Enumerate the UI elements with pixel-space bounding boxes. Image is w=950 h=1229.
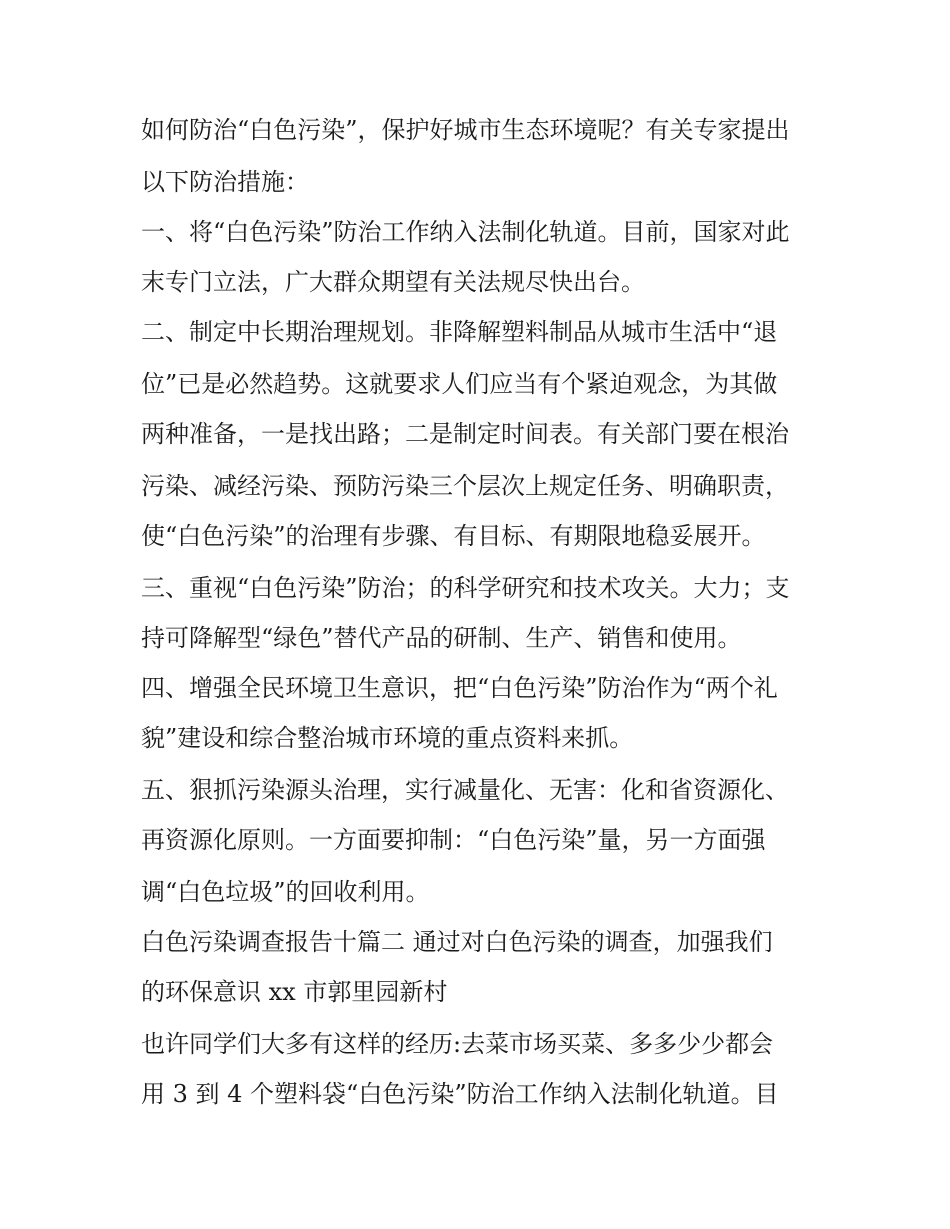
- text-line: 如何防治“白色污染”，保护好城市生态环境呢？有关专家提出: [141, 116, 790, 144]
- section-heading-line: 白色污染调查报告十篇二 通过对白色污染的调查，加强我们: [141, 928, 773, 956]
- text-line: 以下防治措施：: [141, 168, 309, 196]
- text-line: 再资源化原则。一方面要抑制：“白色污染”量，另一方面强: [141, 826, 766, 854]
- text-line: 调“白色垃圾”的回收利用。: [141, 878, 430, 906]
- text-line: 一、将“白色污染”防治工作纳入法制化轨道。目前，国家对此: [141, 218, 790, 246]
- text-line: 二、制定中长期治理规划。非降解塑料制品从城市生活中“退: [141, 318, 778, 346]
- text-line: 三、重视“白色污染”防治；的科学研究和技术攻关。大力；支: [141, 574, 790, 602]
- text-line: 也许同学们大多有这样的经历:去菜市场买菜、多多少少都会: [141, 1030, 774, 1058]
- text-line: 四、增强全民环境卫生意识，把“白色污染”防治作为“两个礼: [141, 674, 778, 702]
- text-line: 貌”建设和综合整治城市环境的重点资料来抓。: [141, 724, 634, 752]
- text-line: 用 3 到 4 个塑料袋“白色污染”防治工作纳入法制化轨道。目: [141, 1080, 779, 1108]
- section-heading-line: 的环保意识 xx 市郭里园新村: [141, 978, 448, 1006]
- text-line: 污染、减经污染、预防污染三个层次上规定任务、明确职责，: [141, 472, 789, 500]
- text-line: 两种准备，一是找出路；二是制定时间表。有关部门要在根治: [141, 420, 789, 448]
- text-line: 位”已是必然趋势。这就要求人们应当有个紧迫观念，为其做: [141, 370, 778, 398]
- text-line: 末专门立法，广大群众期望有关法规尽快出台。: [141, 268, 645, 296]
- text-line: 五、狠抓污染源头治理，实行减量化、无害：化和省资源化、: [141, 776, 789, 804]
- text-line: 使“白色污染”的治理有步骤、有目标、有期限地稳妥展开。: [141, 522, 766, 550]
- text-line: 持可降解型“绿色”替代产品的研制、生产、销售和使用。: [141, 624, 742, 652]
